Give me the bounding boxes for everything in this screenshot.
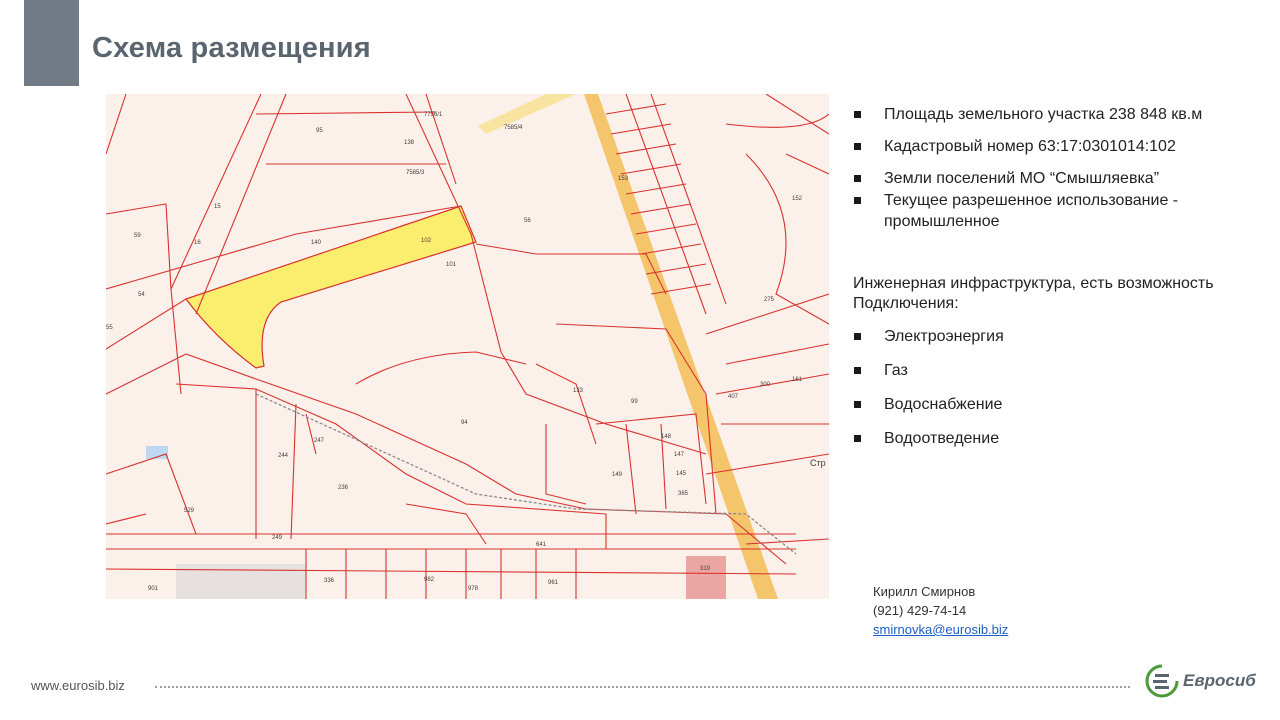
bullet-square-icon	[854, 197, 861, 204]
map-background	[106, 94, 829, 599]
map-plot-label: 101	[446, 262, 457, 268]
map-plot-label: 99	[631, 399, 638, 405]
fact-text: Текущее разрешенное использование - промышленное	[884, 192, 1179, 230]
fact-cadastral-number	[853, 136, 1263, 157]
bullet-square-icon	[854, 333, 861, 340]
map-plot-label: 59	[134, 233, 141, 239]
map-plot-label: 152	[792, 196, 803, 202]
map-street-label: Стр	[810, 458, 826, 468]
bullet-square-icon	[854, 367, 861, 374]
map-plot-label: 300	[760, 382, 771, 388]
map-plot-label: 153	[618, 176, 629, 182]
footer-website: www.eurosib.biz	[31, 678, 125, 693]
infra-item-label: Газ	[884, 362, 908, 379]
map-plot-label: 336	[324, 578, 335, 584]
fact-land-category	[853, 168, 1263, 189]
fact-area	[853, 104, 1263, 125]
map-plot-label: 148	[661, 434, 672, 440]
cadastral-map	[106, 94, 829, 599]
bullet-square-icon	[854, 435, 861, 442]
map-plot-label: 102	[421, 238, 432, 244]
brand-name: Евросиб	[1183, 671, 1256, 690]
map-plot-label: 365	[678, 491, 689, 497]
map-plot-label: 138	[404, 140, 415, 146]
fact-text: Площадь земельного участка 238 848 кв.м	[884, 106, 1203, 123]
map-plot-label: 7585/3	[406, 170, 425, 176]
facts-list	[853, 104, 1263, 232]
infrastructure-heading: Инженерная инфраструктура, есть возможность Подключения:	[853, 275, 1214, 312]
infra-item-sewerage	[853, 428, 1263, 449]
map-plot-label: 236	[338, 485, 349, 491]
map-plot-label: 149	[612, 472, 623, 478]
map-plot-label: 961	[548, 580, 559, 586]
map-plot-label: 901	[148, 586, 159, 592]
fact-permitted-use	[853, 190, 1263, 232]
contact-phone: (921) 429-74-14	[873, 603, 967, 618]
map-plot-label: 54	[138, 292, 145, 298]
infrastructure-list	[853, 326, 1263, 449]
map-plot-label: 982	[424, 577, 435, 583]
contact-name: Кирилл Смирнов	[873, 584, 976, 599]
map-plot-label: 319	[700, 566, 711, 572]
infra-item-label: Водоснабжение	[884, 396, 1003, 413]
map-plot-label: 16	[194, 240, 201, 246]
map-plot-label: 244	[278, 453, 289, 459]
contact-email-link[interactable]: smirnovka@eurosib.biz	[873, 622, 1009, 637]
map-plot-label: 529	[184, 508, 195, 514]
map-plot-label: 147	[674, 452, 685, 458]
map-plot-label: 140	[311, 240, 322, 246]
map-plot-label: 55	[106, 325, 113, 331]
infra-item-label: Электроэнергия	[884, 328, 1004, 345]
map-plot-label: 249	[272, 535, 283, 541]
fact-text: Кадастровый номер 63:17:0301014:102	[884, 138, 1176, 155]
brand-logo	[1145, 664, 1256, 698]
map-plot-label: 133	[573, 388, 584, 394]
map-plot-label: 94	[461, 420, 468, 426]
bullet-square-icon	[854, 175, 861, 182]
cadastral-map-image	[106, 94, 829, 599]
map-plot-label: 7585/4	[504, 125, 523, 131]
map-plot-label: 978	[468, 586, 479, 592]
map-plot-label: 161	[792, 377, 803, 383]
map-plot-label: 7756/1	[424, 112, 443, 118]
map-plot-label: 641	[536, 542, 547, 548]
header-accent-block	[24, 0, 79, 86]
fact-text: Земли поселений МО “Смышляевка”	[884, 170, 1160, 187]
infra-item-gas	[853, 360, 1263, 381]
map-plot-label: 145	[676, 471, 687, 477]
infra-item-electricity	[853, 326, 1263, 347]
infra-item-water-supply	[853, 394, 1263, 415]
bullet-square-icon	[854, 143, 861, 150]
map-plot-label: 275	[764, 297, 775, 303]
map-plot-label: 95	[316, 128, 323, 134]
footer-dotted-divider	[155, 686, 1130, 688]
map-plot-label: 407	[728, 394, 739, 400]
info-panel	[853, 104, 1263, 462]
bullet-square-icon	[854, 111, 861, 118]
map-plot-label: 15	[214, 204, 221, 210]
map-plot-label: 56	[524, 218, 531, 224]
eurosib-logo-icon	[1145, 664, 1179, 698]
bullet-square-icon	[854, 401, 861, 408]
infra-item-label: Водоотведение	[884, 430, 1000, 447]
contact-block	[873, 582, 1008, 639]
page-title: Схема размещения	[92, 32, 371, 64]
map-plot-label: 247	[314, 438, 325, 444]
map-building	[686, 556, 726, 599]
